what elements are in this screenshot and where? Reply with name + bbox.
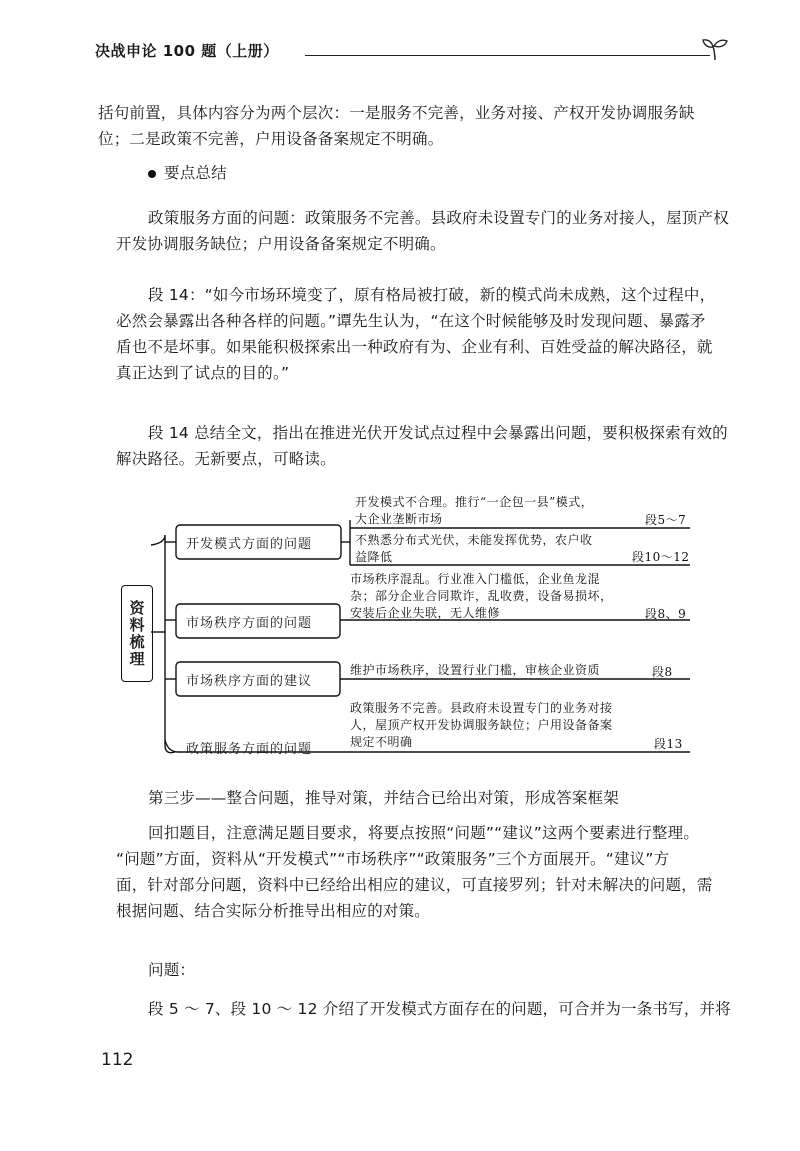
step3-heading: [148, 785, 744, 811]
text-line: 问题：: [148, 961, 196, 979]
text-line: 括句前置，具体内容分为两个层次：一是服务不完善，业务对接、产权开发协调服务缺: [98, 104, 695, 122]
step3-title: 第三步——整合问题，推导对策，并结合已给出对策，形成答案框架: [148, 789, 620, 807]
note-line: 大企业垄断市场: [355, 512, 443, 526]
text-line: 段 5 ～ 7、段 10 ～ 12 介绍了开发模式方面存在的问题，可合并为一条书写，并将: [148, 1000, 731, 1018]
note-policy-service: [350, 700, 613, 751]
ref-market-order-advice: 段8: [652, 665, 673, 679]
text-line: 解决路径。无新要点，可略读。: [116, 450, 336, 468]
ref-dev-model-1: 段5～7: [645, 513, 687, 527]
note-market-order-problem: [350, 571, 613, 622]
bullet-icon: [148, 170, 156, 178]
paragraph-section-14: [118, 282, 714, 386]
paragraph-problems-label: [148, 957, 744, 983]
text-line: 面，针对部分问题，资料中已经给出相应的建议，可直接罗列；针对未解决的问题，需: [116, 876, 713, 894]
note-line: 市场秩序混乱。行业准入门槛低，企业鱼龙混: [350, 572, 601, 586]
bullet-title: 要点总结: [164, 164, 227, 182]
ref-dev-model-2: 段10～12: [632, 550, 690, 564]
section-bullet: [148, 160, 744, 186]
paragraph-dev-model-merge: [118, 996, 731, 1022]
branch-label-market-order-problem: 市场秩序方面的问题: [186, 616, 313, 631]
note-market-order-advice: 维护市场秩序，设置行业门槛，审核企业资质: [350, 663, 601, 677]
text-line: 必然会暴露出各种各样的问题。”谭先生认为，“在这个时候能够及时发现问题、暴露矛: [116, 312, 706, 330]
note-line: 人，屋顶产权开发协调服务缺位；户用设备备案: [350, 718, 613, 732]
paragraph-policy-summary: [116, 205, 729, 257]
note-line: 政策服务不完善。县政府未设置专门的业务对接: [350, 701, 613, 715]
text-line: 真正达到了试点的目的。”: [116, 364, 290, 382]
note-line: 开发模式不合理。推行“一企包一县”模式，: [355, 495, 594, 509]
note-line: 安装后企业失联，无人维修: [350, 606, 501, 620]
header-rule: [305, 55, 710, 56]
paragraph-section-14-summary: [116, 420, 728, 472]
text-line: 政策服务方面的问题：政策服务不完善。县政府未设置专门的业务对接人，屋顶产权: [148, 209, 729, 227]
text-line: 段 14 总结全文，指出在推进光伏开发试点过程中会暴露出问题，要积极探索有效的: [148, 424, 728, 442]
branch-label-dev-model: 开发模式方面的问题: [186, 537, 313, 552]
sprout-icon: [700, 36, 730, 62]
ref-market-order-problem: 段8、9: [645, 607, 687, 621]
text-line: 回扣题目，注意满足题目要求，将要点按照“问题”“建议”这两个要素进行整理。: [148, 824, 700, 842]
note-line: 不熟悉分布式光伏，未能发挥优势，农户收: [355, 533, 593, 547]
note-line: 规定不明确: [350, 735, 413, 749]
branch-label-policy-service: 政策服务方面的问题: [186, 742, 313, 757]
paragraph-intro: [98, 100, 714, 152]
note-line: 杂；部分企业合同欺诈，乱收费，设备易损坏，: [350, 589, 613, 603]
text-line: “问题”方面，资料从“开发模式”“市场秩序”“政策服务”三个方面展开。“建议”方: [116, 850, 670, 868]
paragraph-framework: [118, 820, 714, 924]
note-dev-model-1: [355, 494, 593, 528]
text-line: 根据问题、结合实际分析推导出相应的对策。: [116, 902, 431, 920]
running-header: 决战申论 100 题（上册）: [95, 42, 279, 60]
text-line: 位；二是政策不完善，户用设备备案规定不明确。: [98, 130, 444, 148]
mindmap-root: 资料梳理: [121, 585, 153, 682]
text-line: 开发协调服务缺位；户用设备备案规定不明确。: [116, 235, 446, 253]
note-dev-model-2: [355, 532, 593, 566]
text-line: 盾也不是坏事。如果能积极探索出一种政府有为、企业有利、百姓受益的解决路径，就: [116, 338, 713, 356]
text-line: 段 14：“如今市场环境变了，原有格局被打破，新的模式尚未成熟，这个过程中，: [148, 286, 716, 304]
note-line: 益降低: [355, 550, 393, 564]
ref-policy-service: 段13: [654, 737, 683, 751]
page-number: 112: [101, 1050, 134, 1070]
branch-label-market-order-advice: 市场秩序方面的建议: [186, 674, 313, 689]
